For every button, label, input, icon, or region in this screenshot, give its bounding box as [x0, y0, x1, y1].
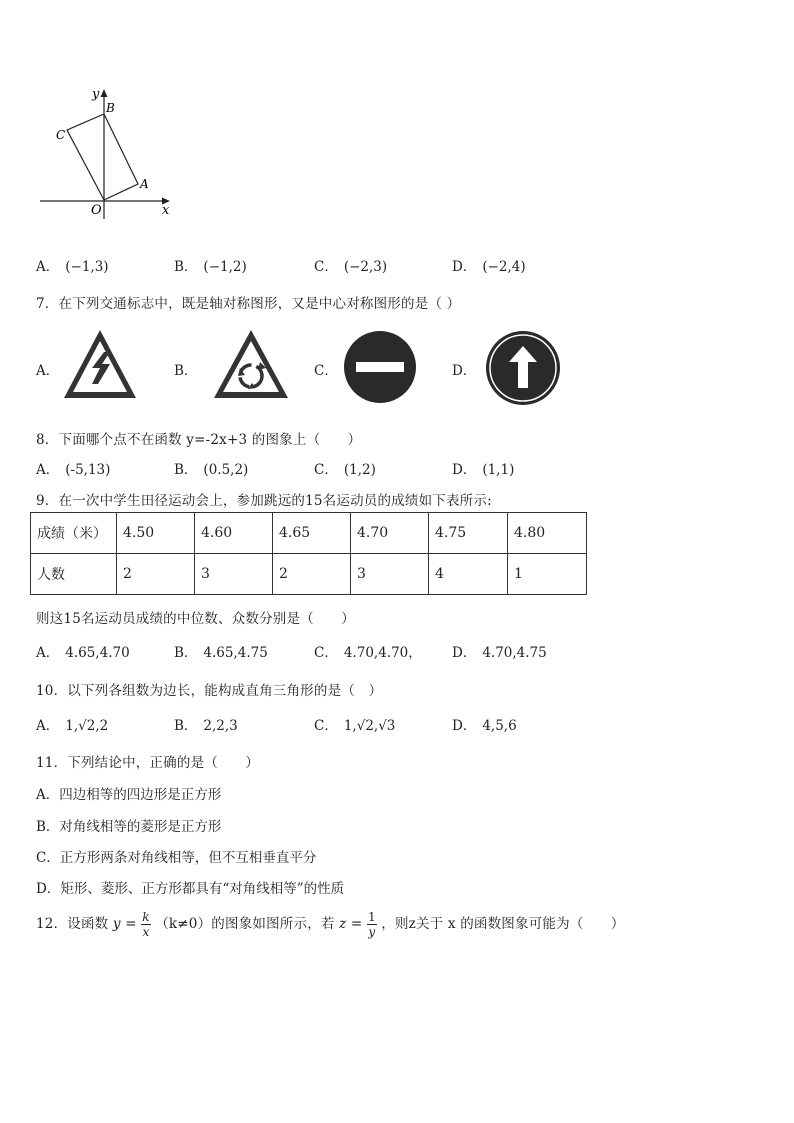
- q7-option-c-label[interactable]: C．: [314, 363, 338, 379]
- q11-question: 11．下列结论中，正确的是（ ）: [36, 755, 260, 771]
- table-cell: 3: [195, 554, 273, 595]
- q6-option-b[interactable]: B． (−1,2): [174, 259, 247, 275]
- q6-option-c[interactable]: C． (−2,3): [314, 259, 388, 275]
- origin-label: O: [91, 203, 102, 218]
- table-cell: 4.80: [508, 513, 587, 554]
- q10-question: 10．以下列各组数为边长，能构成直角三角形的是（ ）: [36, 683, 383, 699]
- table-cell: 2: [117, 554, 195, 595]
- table-cell: 3: [351, 554, 429, 595]
- table-cell: 4.75: [429, 513, 508, 554]
- q6-option-d[interactable]: D． (−2,4): [452, 259, 526, 275]
- q8-option-c[interactable]: C． (1,2): [314, 462, 376, 478]
- q7-question: 7．在下列交通标志中，既是轴对称图形，又是中心对称图形的是（ ）: [36, 296, 461, 312]
- one-over-y-fraction: $\frac{1}{y}$: [367, 910, 376, 939]
- table-header-cell: 人数: [31, 554, 117, 595]
- table-header-cell: 成绩（米）: [31, 513, 117, 554]
- y-axis-label: y: [92, 87, 100, 102]
- straight-ahead-arrow-icon[interactable]: [485, 330, 561, 406]
- table-cell: 4.70: [351, 513, 429, 554]
- q9-sub-question: 则这15名运动员成绩的中位数、众数分别是（ ）: [36, 611, 355, 627]
- q10-option-a[interactable]: A． 1,√2,2: [36, 718, 109, 734]
- q10-option-c[interactable]: C． 1,√2,√3: [314, 718, 396, 734]
- coordinate-figure: [36, 84, 176, 224]
- q11-option-a[interactable]: A．四边相等的四边形是正方形: [36, 787, 222, 803]
- x-axis-label: x: [162, 203, 170, 218]
- table-cell: 4.50: [117, 513, 195, 554]
- score-table: [30, 512, 587, 595]
- q9-option-a[interactable]: A． 4.65,4.70: [36, 645, 130, 661]
- table-row: [31, 554, 587, 595]
- table-cell: 2: [273, 554, 351, 595]
- no-entry-icon[interactable]: [343, 330, 417, 404]
- point-b-label: B: [106, 101, 115, 115]
- q9-option-d[interactable]: D． 4.70,4.75: [452, 645, 547, 661]
- table-cell: 4: [429, 554, 508, 595]
- q6-option-a[interactable]: A． (−1,3): [36, 259, 109, 275]
- q9-option-b[interactable]: B． 4.65,4.75: [174, 645, 268, 661]
- q7-option-b-label[interactable]: B．: [174, 363, 198, 379]
- table-cell: 4.60: [195, 513, 273, 554]
- q10-option-b[interactable]: B． 2,2,3: [174, 718, 238, 734]
- q8-option-a[interactable]: A． (-5,13): [36, 462, 111, 478]
- roundabout-warning-icon[interactable]: [212, 328, 290, 400]
- table-row: [31, 513, 587, 554]
- q7-option-a-label[interactable]: A．: [36, 363, 60, 379]
- q11-option-d[interactable]: D．矩形、菱形、正方形都具有“对角线相等”的性质: [36, 881, 345, 897]
- q9-question: 9．在一次中学生田径运动会上，参加跳远的15名运动员的成绩如下表所示:: [36, 493, 492, 509]
- k-over-x-fraction: $\frac{k}{x}$: [142, 910, 150, 939]
- q8-option-d[interactable]: D． (1,1): [452, 462, 515, 478]
- q12-question: 12．设函数 y = $\frac{k}{x}$ （k≠0）的图象如图所示，若 z = $\frac{1}{y}$ ，则z关于 x 的函数图象可能为（ ）: [36, 910, 625, 939]
- q8-option-b[interactable]: B． (0.5,2): [174, 462, 249, 478]
- q7-option-d-label[interactable]: D．: [452, 363, 477, 379]
- zigzag-road-warning-icon[interactable]: [62, 328, 138, 400]
- q10-option-d[interactable]: D． 4,5,6: [452, 718, 517, 734]
- q9-option-c[interactable]: C． 4.70,4.70，: [314, 645, 422, 661]
- q8-question: 8．下面哪个点不在函数 y=-2x+3 的图象上（ ）: [36, 432, 362, 448]
- table-cell: 1: [508, 554, 587, 595]
- point-c-label: C: [56, 128, 66, 142]
- table-cell: 4.65: [273, 513, 351, 554]
- point-a-label: A: [140, 177, 149, 191]
- q11-option-c[interactable]: C．正方形两条对角线相等，但不互相垂直平分: [36, 850, 317, 866]
- q11-option-b[interactable]: B．对角线相等的菱形是正方形: [36, 819, 222, 835]
